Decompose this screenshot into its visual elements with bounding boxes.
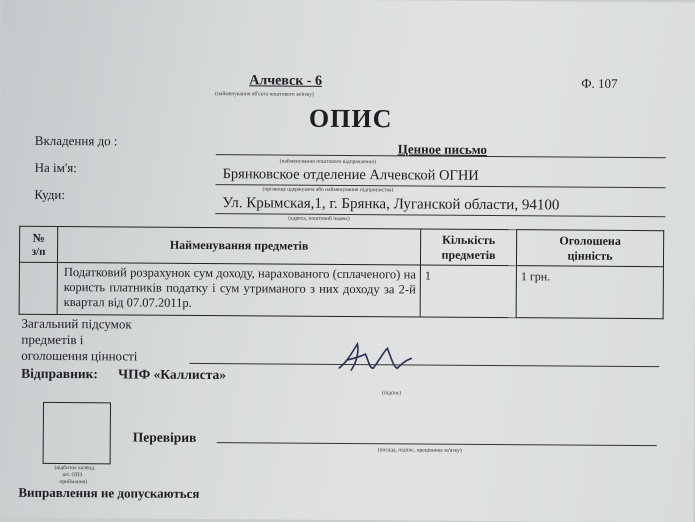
sender-value: ЧПФ «Каллиста» <box>118 366 227 383</box>
page-title: ОПИС <box>308 103 393 134</box>
totals-label-line2: предметів і <box>21 331 84 348</box>
row-quantity: 1 <box>420 265 516 318</box>
handwritten-signature <box>335 338 415 379</box>
enclosure-value: Ценное письмо <box>397 141 488 157</box>
stamp-caption-line1: (відбиток календ. <box>54 464 96 472</box>
totals-underline <box>189 363 659 367</box>
column-header-declared-value <box>516 230 663 267</box>
column-header-value-line1: Оголошена <box>559 232 621 248</box>
totals-label-line3: оголошення цінності <box>21 347 138 364</box>
checked-by-caption: (посада, підпис, працівника зв'язку) <box>377 447 462 454</box>
row-declared-value: 1 грн. <box>516 266 663 319</box>
column-header-quantity-line2: предметів <box>441 247 496 262</box>
enclosure-caption: (найменування поштового відправлення) <box>279 158 376 166</box>
enclosure-label: Вкладення до : <box>34 132 118 149</box>
form-number: Ф. 107 <box>581 75 618 91</box>
address-caption: (адреса, поштовий індекс) <box>288 215 350 223</box>
column-header-quantity <box>420 229 516 266</box>
post-office-caption: (найменування об'єкта поштового зв'язку) <box>215 91 314 98</box>
items-table <box>19 226 665 320</box>
address-underline <box>215 213 665 217</box>
checked-by-label: Перевірив <box>132 429 197 445</box>
sender-signature-caption: (підпис) <box>382 390 402 397</box>
column-header-value-line2: цінність <box>567 248 613 263</box>
table-row <box>19 262 663 318</box>
column-header-quantity-line1: Кількість <box>442 232 496 247</box>
address-label: Куди: <box>34 186 66 203</box>
column-header-number-line1: № <box>32 230 45 245</box>
postmark-stamp-box <box>43 402 111 464</box>
row-description: Податковий розрахунок сум доходу, нарахованого (сплаченого) на користь платників податку і сум утриманого з них доходу за 2-й квартал від 07.07.2011р. <box>57 262 420 317</box>
recipient-caption: (прізвище одержувача або найменування підприємства) <box>262 186 394 194</box>
footer-note: Виправлення не допускаються <box>18 484 200 501</box>
checked-by-underline <box>217 442 657 446</box>
address-value: Ул. Крымская,1, г. Брянка, Луганской области, 94100 <box>222 195 560 214</box>
row-number <box>19 262 57 314</box>
column-header-number <box>19 226 57 262</box>
post-office-name: Алчевск - 6 <box>249 73 323 89</box>
recipient-value: Брянковское отделение Алчевской ОГНИ <box>222 166 479 184</box>
recipient-label: На ім'я: <box>34 159 77 176</box>
totals-label-line1: Загальний підсумок <box>21 315 132 332</box>
column-header-number-line2: з/п <box>31 245 46 258</box>
column-header-name: Найменування предметів <box>57 226 420 265</box>
stamp-caption-line3: приймання) <box>59 478 88 486</box>
sender-label: Відправник: <box>21 365 99 382</box>
stamp-caption-line2: шт. ОПЗ <box>62 472 83 479</box>
